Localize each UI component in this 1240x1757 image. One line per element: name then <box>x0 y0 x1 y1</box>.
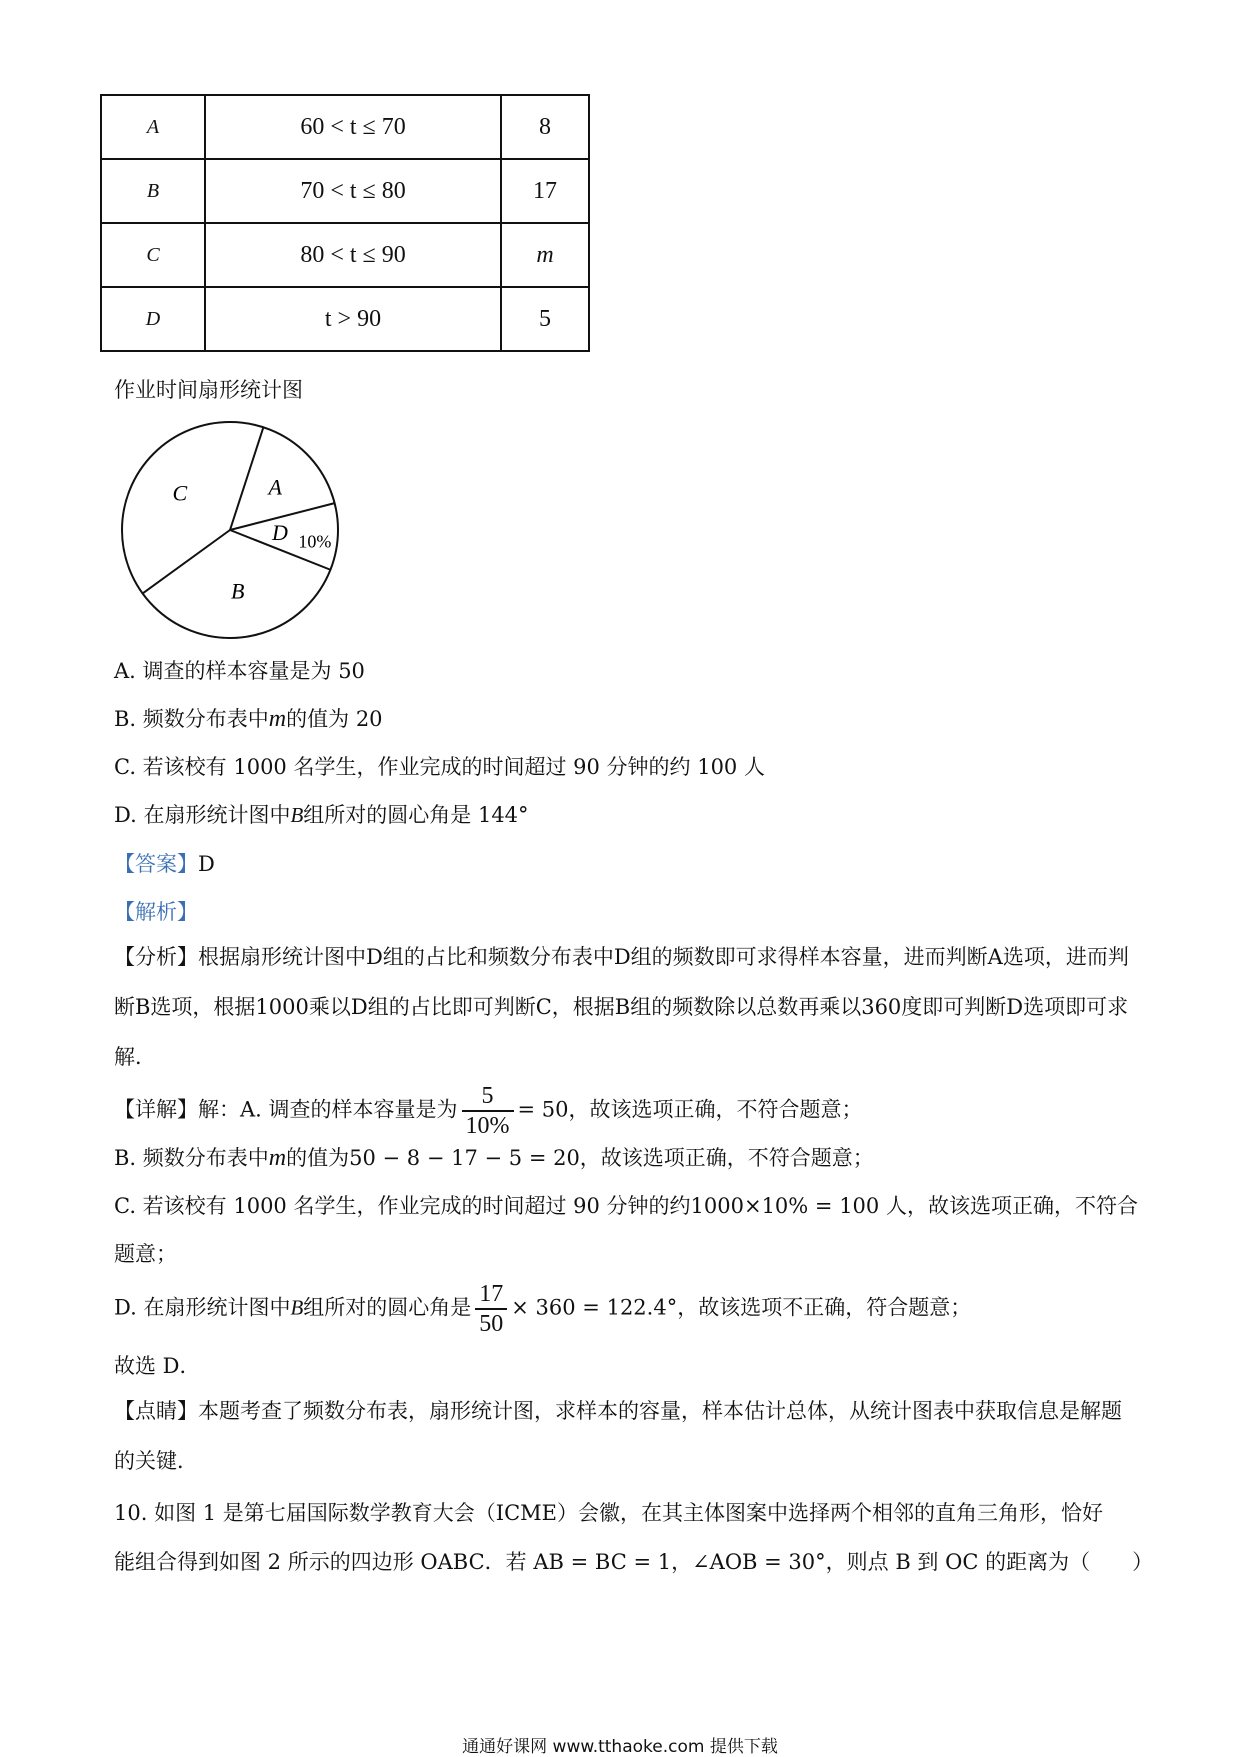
pie-label-C: C <box>172 480 188 506</box>
option-c: C. 若该校有 1000 名学生，作业完成的时间超过 90 分钟的约 100 人 <box>114 755 765 779</box>
group-cell: D <box>101 287 205 351</box>
detail-a: 【详解】解：A. 调查的样本容量是为 $\frac{5}{10\%}$ = 50，故该选项正确，不符合题意； <box>114 1083 863 1139</box>
fraction-d: $\frac{17}{50}$ <box>475 1280 507 1338</box>
pie-slice-boundary <box>230 427 263 530</box>
group-cell: C <box>101 223 205 287</box>
range-cell: t > 90 <box>205 287 501 351</box>
pie-label-D: D <box>271 520 288 546</box>
range-cell: 80 < t ≤ 90 <box>205 223 501 287</box>
pie-label-A: A <box>268 474 282 500</box>
analysis-paragraph: 【分析】根据扇形统计图中D组的占比和频数分布表中D组的频数即可求得样本容量，进而判断A选项，进而判断B选项，根据1000乘以D组的占比即可判断C，根据B组的频数除以总数再乘以360度即可判断D选项即可求解． <box>114 945 1129 1069</box>
detail-b: B. 频数分布表中m的值为50 − 8 − 17 − 5 = 20，故该选项正确，不符合题意； <box>114 1145 874 1171</box>
count-cell: 8 <box>501 95 589 159</box>
analysis-heading: 【解析】 <box>114 900 198 924</box>
detail-c-line2: 题意； <box>114 1242 177 1266</box>
detail-d: D. 在扇形统计图中B组所对的圆心角是 $\frac{17}{50}$ × 360 = 122.4°，故该选项不正确，符合题意； <box>114 1281 972 1337</box>
question-10-line2: 能组合得到如图 2 所示的四边形 OABC．若 AB = BC = 1，∠AOB = 30°，则点 B 到 OC 的距离为（ ） <box>114 1550 1154 1574</box>
table-row <box>101 159 589 223</box>
fraction-a: $\frac{5}{10\%}$ <box>462 1082 514 1140</box>
pie-chart <box>110 410 350 650</box>
group-cell: A <box>101 95 205 159</box>
count-cell: 17 <box>501 159 589 223</box>
table-row <box>101 287 589 351</box>
option-b: B. 频数分布表中m的值为 20 <box>114 706 383 732</box>
detail-c-line1: C. 若该校有 1000 名学生，作业完成的时间超过 90 分钟的约1000×10% = 100 人，故该选项正确，不符合 <box>114 1194 1138 1218</box>
table-row <box>101 223 589 287</box>
range-cell: 60 < t ≤ 70 <box>205 95 501 159</box>
pie-annotation-d-percent: 10% <box>298 531 332 552</box>
question-10-line1: 10. 如图 1 是第七届国际数学教育大会（ICME）会徽，在其主体图案中选择两个相邻的直角三角形，恰好 <box>114 1501 1103 1525</box>
answer-line: 【答案】D <box>114 852 215 876</box>
frequency-table <box>100 94 590 352</box>
pie-slice-boundary <box>143 530 230 593</box>
option-d: D. 在扇形统计图中B组所对的圆心角是 144° <box>114 803 529 827</box>
table-row <box>101 95 589 159</box>
count-cell: 5 <box>501 287 589 351</box>
footer-credit: 通通好课网 www.tthaoke.com 提供下载 <box>462 1737 778 1757</box>
chart-title: 作业时间扇形统计图 <box>114 378 303 402</box>
group-cell: B <box>101 159 205 223</box>
range-cell: 70 < t ≤ 80 <box>205 159 501 223</box>
option-a: A. 调查的样本容量是为 50 <box>114 659 365 683</box>
detail-conclusion: 故选 D． <box>114 1354 201 1378</box>
pie-label-B: B <box>231 578 245 604</box>
insight-paragraph: 【点睛】本题考查了频数分布表，扇形统计图，求样本的容量，样本估计总体，从统计图表中获取信息是解题的关键． <box>114 1399 1122 1473</box>
count-cell: m <box>501 223 589 287</box>
